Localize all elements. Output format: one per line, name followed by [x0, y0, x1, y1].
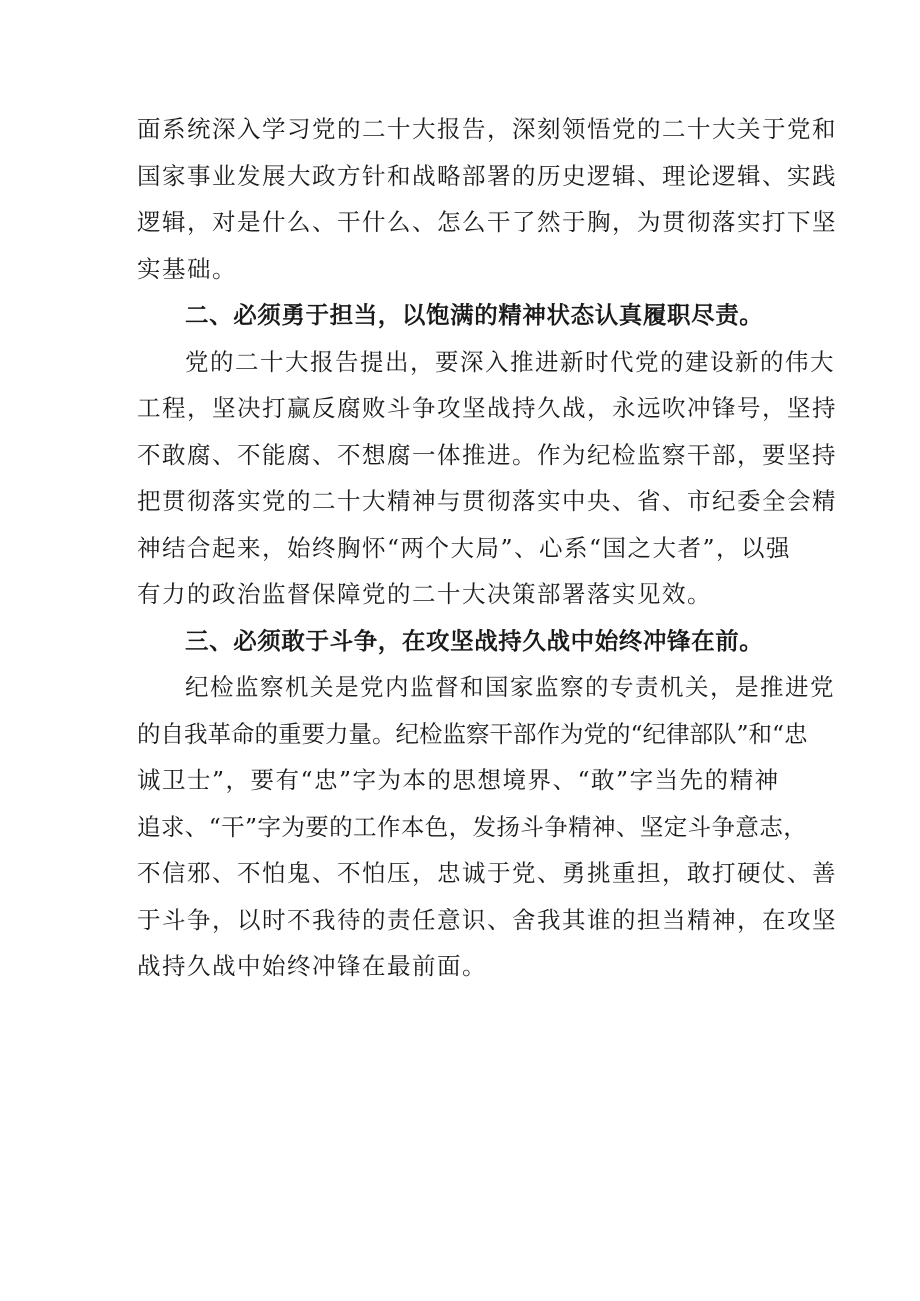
text-line: 有力的政治监督保障党的二十大决策部署落实见效。	[137, 580, 712, 608]
text-line: 的自我革命的重要力量。纪检监察干部作为党的“纪律部队”和“忠	[137, 719, 808, 748]
paragraph-2	[137, 339, 837, 618]
paragraph-3	[137, 664, 837, 990]
text-line: 党的二十大报告提出，要深入推进新时代党的建设新的伟大	[185, 347, 835, 376]
text-line: 把贯彻落实党的二十大精神与贯彻落实中央、省、市纪委全会精	[137, 487, 837, 515]
text-line: 诚卫士”，要有“忠”字为本的思想境界、“敢”字当先的精神	[137, 766, 780, 794]
text-line: 面系统深入学习党的二十大报告，深刻领悟党的二十大关于党和	[137, 115, 837, 143]
section-heading-2	[137, 292, 791, 339]
text-line: 神结合起来，始终胸怀“两个大局”、心系“国之大者”，以强	[137, 533, 792, 562]
heading-text: 三、必须敢于斗争，在攻坚战持久战中始终冲锋在前。	[185, 626, 764, 655]
document-body	[137, 106, 837, 990]
text-line: 追求、“干”字为要的工作本色，发扬斗争精神、坚定斗争意志，	[137, 812, 808, 841]
text-line: 实基础。	[137, 254, 237, 283]
text-line: 国家事业发展大政方针和战略部署的历史逻辑、理论逻辑、实践	[137, 161, 837, 190]
heading-text: 二、必须勇于担当，以饱满的精神状态认真履职尽责。	[185, 301, 764, 329]
paragraph-1	[137, 106, 837, 292]
text-line: 战持久战中始终冲锋在最前面。	[137, 952, 487, 980]
text-line: 工程，坚决打赢反腐败斗争攻坚战持久战，永远吹冲锋号，坚持	[137, 394, 837, 422]
text-line: 于斗争，以时不我待的责任意识、舍我其谁的担当精神，在攻坚	[137, 905, 837, 934]
text-line: 纪检监察机关是党内监督和国家监察的专责机关，是推进党	[185, 673, 835, 701]
text-line: 不敢腐、不能腐、不想腐一体推进。作为纪检监察干部，要坚持	[137, 440, 837, 469]
text-line: 不信邪、不怕鬼、不怕压，忠诚于党、勇挑重担，敢打硬仗、善	[137, 859, 837, 887]
section-heading-3	[137, 618, 791, 665]
text-line: 逻辑，对是什么、干什么、怎么干了然于胸，为贯彻落实打下坚	[137, 208, 837, 236]
